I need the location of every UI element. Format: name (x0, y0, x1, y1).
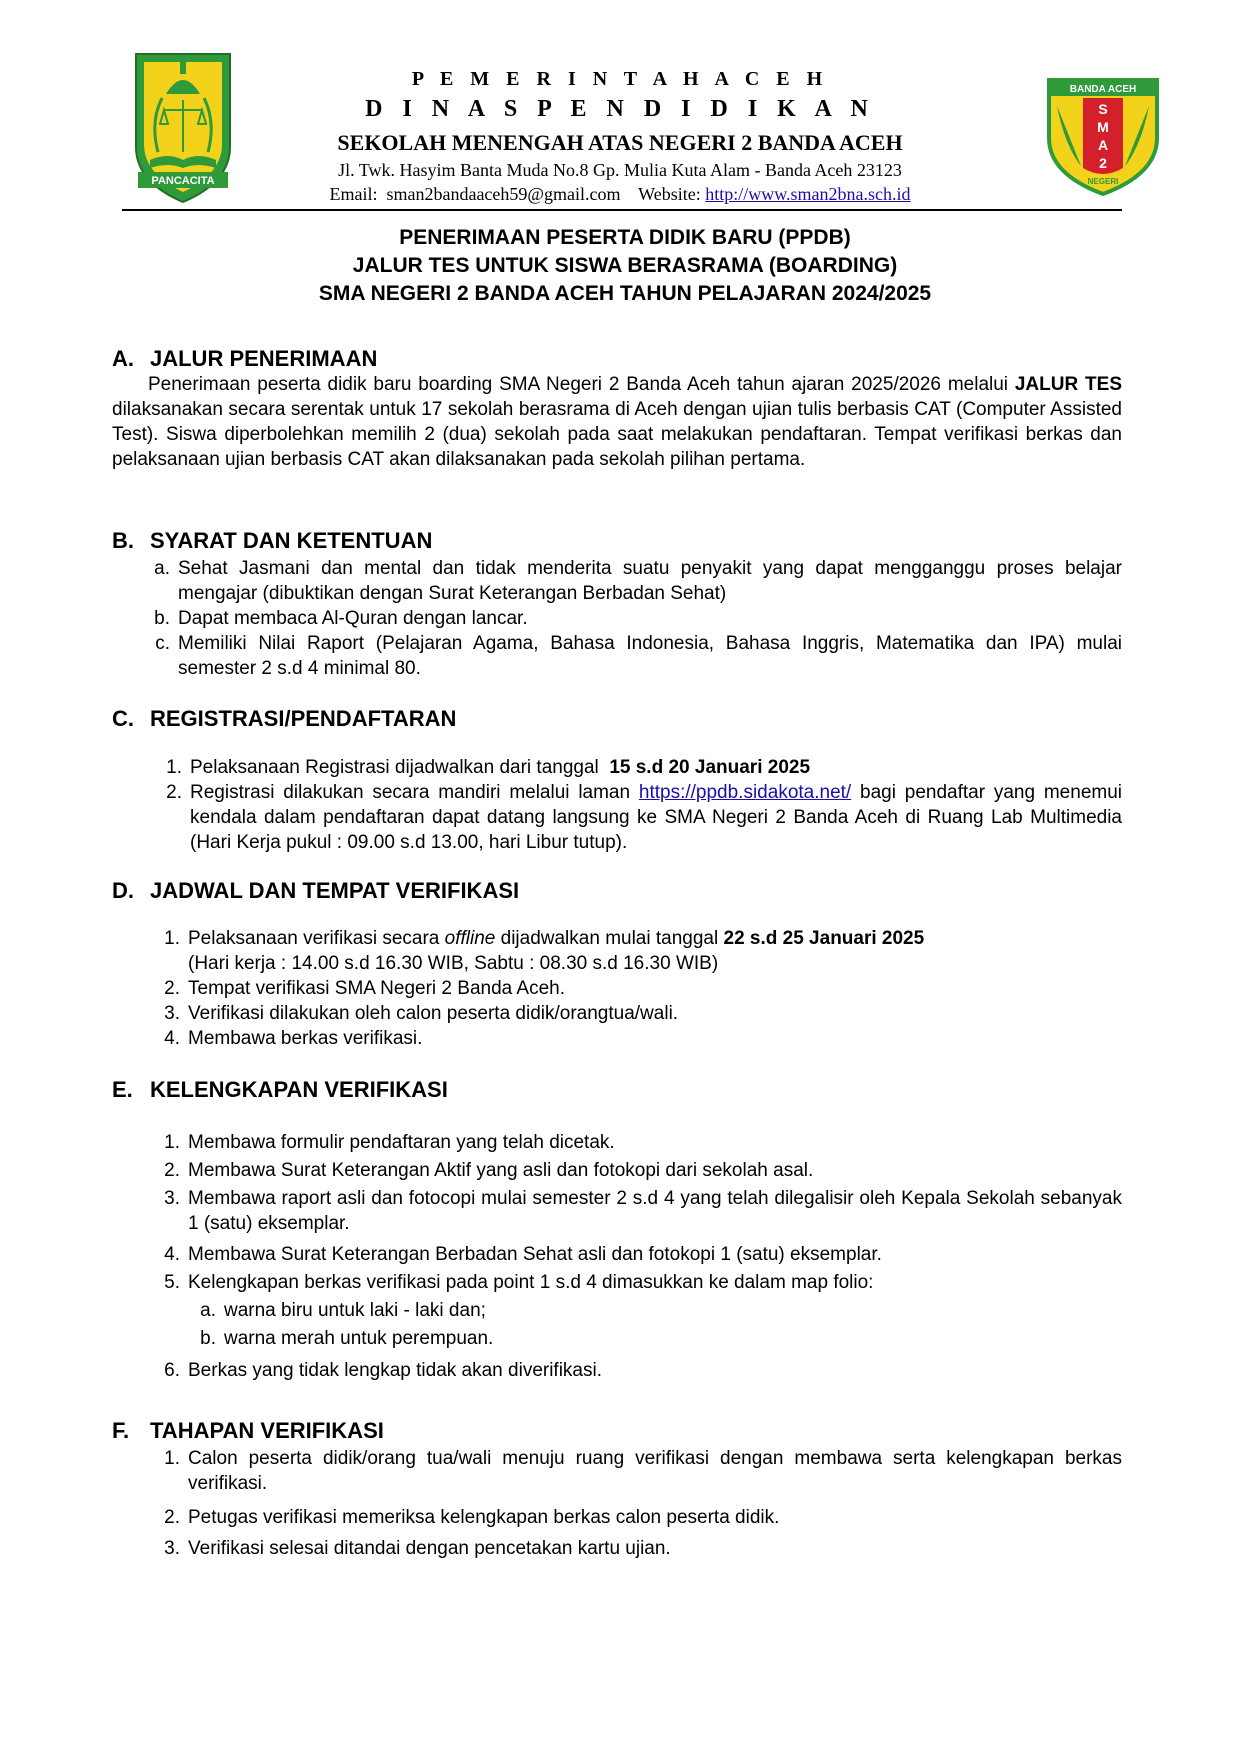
website-label: Website: (638, 184, 701, 204)
sma2-logo (1045, 76, 1161, 196)
registration-dates: 15 s.d 20 Januari 2025 (609, 757, 811, 778)
section-letter: E. (112, 1077, 133, 1102)
logo-letter-2: 2 (1099, 155, 1107, 171)
section-letter: C. (112, 706, 134, 731)
list-item: 2. Registrasi dilakukan secara mandiri melalui laman https://ppdb.sidakota.net/ bagi pendaftar yang menemui kendala dalam pendaftaran dapat datang langsung ke SMA Negeri 2 Banda Aceh di Ruang Lab Multimedia (Hari Kerja pukul : 09.00 s.d 13.00, hari Libur tutup). (166, 782, 1122, 853)
list-item: 3. Membawa raport asli dan fotocopi mulai semester 2 s.d 4 yang telah dilegalisir oleh Kepala Sekolah sebanyak 1 (satu) eksemplar. (164, 1188, 1122, 1234)
section-title: JADWAL DAN TEMPAT VERIFIKASI (150, 878, 520, 903)
section-letter: B. (112, 528, 134, 553)
verification-dates: 22 s.d 25 Januari 2025 (723, 928, 925, 949)
letterhead-divider (122, 209, 1122, 211)
logo-bottom-text: NEGERI (1087, 177, 1119, 186)
letterhead-department: D I N A S P E N D I D I K A N (365, 96, 875, 122)
sub-list-item: b. warna merah untuk perempuan. (200, 1328, 494, 1349)
logo-top-text: BANDA ACEH (1069, 84, 1137, 95)
section-a-paragraph: Penerimaan peserta didik baru boarding SMA Negeri 2 Banda Aceh tahun ajaran 2025/2026 melalui JALUR TES dilaksanakan secara serentak untuk 17 sekolah berasrama di Aceh dengan ujian tulis berbasis CAT (Computer Assisted Test). Siswa diperbolehkan memilih 2 (dua) sekolah pada saat melakukan pendaftaran. Tempat verifikasi berkas dan pelaksanaan ujian berbasis CAT akan dilaksanakan pada sekolah pilihan pertama. (112, 374, 1122, 470)
list-item: c. Memiliki Nilai Raport (Pelajaran Agama, Bahasa Indonesia, Bahasa Inggris, Matematika dan IPA) mulai semester 2 s.d 4 minimal 80. (155, 633, 1122, 679)
list-item: a. Sehat Jasmani dan mental dan tidak menderita suatu penyakit yang dapat mengganggu proses belajar mengajar (dibuktikan dengan Surat Keterangan Berbadan Sehat) (154, 558, 1122, 604)
pancacita-logo (128, 52, 238, 204)
section-title: REGISTRASI/PENDAFTARAN (150, 706, 457, 731)
list-item: 2. Petugas verifikasi memeriksa kelengkapan berkas calon peserta didik. (164, 1507, 780, 1528)
logo-letter-a: A (1097, 137, 1109, 153)
section-a-heading (112, 346, 377, 372)
list-item: b. Dapat membaca Al-Quran dengan lancar. (154, 608, 528, 629)
section-d-heading (112, 878, 519, 904)
list-item: 3. Verifikasi dilakukan oleh calon peserta didik/orangtua/wali. (164, 1003, 679, 1024)
letterhead-government: P E M E R I N T A H A C E H (411, 68, 829, 90)
website-link[interactable]: http://www.sman2bna.sch.id (705, 184, 911, 204)
section-c-heading (112, 706, 456, 732)
list-item: 5. Kelengkapan berkas verifikasi pada point 1 s.d 4 dimasukkan ke dalam map folio: (164, 1272, 874, 1293)
list-item: 1. Pelaksanaan Registrasi dijadwalkan dari tanggal 15 s.d 20 Januari 2025 (166, 757, 811, 778)
letterhead-school: SEKOLAH MENENGAH ATAS NEGERI 2 BANDA ACEH (337, 130, 903, 155)
logo-letter-s: S (1098, 101, 1108, 117)
list-item: 4. Membawa Surat Keterangan Berbadan Sehat asli dan fotokopi 1 (satu) eksemplar. (164, 1244, 882, 1265)
list-item: 4. Membawa berkas verifikasi. (164, 1028, 423, 1049)
list-item: 1. Membawa formulir pendaftaran yang telah dicetak. (164, 1132, 615, 1153)
section-letter: D. (112, 878, 134, 903)
section-e-heading (112, 1077, 448, 1103)
list-item: 6. Berkas yang tidak lengkap tidak akan diverifikasi. (164, 1360, 603, 1381)
list-item: 2. Membawa Surat Keterangan Aktif yang asli dan fotokopi dari sekolah asal. (164, 1160, 814, 1181)
list-item: 1. Pelaksanaan verifikasi secara offline dijadwalkan mulai tanggal 22 s.d 25 Januari 2025 (Hari kerja : 14.00 s.d 16.30 WIB, Sabtu : 08.30 s.d 16.30 WIB) (164, 928, 925, 974)
section-letter: F. (112, 1418, 130, 1443)
list-item: 2. Tempat verifikasi SMA Negeri 2 Banda Aceh. (164, 978, 566, 999)
offline-emphasis: offline (444, 928, 496, 949)
logo-letter-m: M (1097, 119, 1109, 135)
logo-label: PANCACITA (151, 175, 215, 187)
section-f-heading (112, 1418, 384, 1444)
document-title-line3: SMA NEGERI 2 BANDA ACEH TAHUN PELAJARAN 2024/2025 (318, 282, 932, 305)
section-title: KELENGKAPAN VERIFIKASI (150, 1077, 448, 1102)
letterhead-contact (250, 184, 990, 205)
document-title-line2: JALUR TES UNTUK SISWA BERASRAMA (BOARDING) (352, 254, 898, 277)
list-item: 1. Calon peserta didik/orang tua/wali menuju ruang verifikasi dengan membawa serta kelengkapan berkas verifikasi. (164, 1448, 1122, 1494)
section-title: SYARAT DAN KETENTUAN (150, 528, 433, 553)
jalur-tes-emphasis: JALUR TES (1014, 374, 1122, 395)
document-title-line1: PENERIMAAN PESERTA DIDIK BARU (PPDB) (399, 226, 851, 249)
list-item: 3. Verifikasi selesai ditandai dengan pencetakan kartu ujian. (164, 1538, 671, 1559)
section-b-heading (112, 528, 432, 554)
email-text: sman2bandaaceh59@gmail.com (386, 184, 621, 204)
ppdb-link[interactable]: https://ppdb.sidakota.net/ (638, 782, 852, 803)
section-title: JALUR PENERIMAAN (150, 346, 378, 371)
section-letter: A. (112, 346, 134, 371)
section-title: TAHAPAN VERIFIKASI (150, 1418, 384, 1443)
sub-list-item: a. warna biru untuk laki - laki dan; (200, 1300, 486, 1321)
letterhead-address: Jl. Twk. Hasyim Banta Muda No.8 Gp. Mulia Kuta Alam - Banda Aceh 23123 (338, 160, 902, 180)
email-label: Email: (329, 184, 378, 204)
